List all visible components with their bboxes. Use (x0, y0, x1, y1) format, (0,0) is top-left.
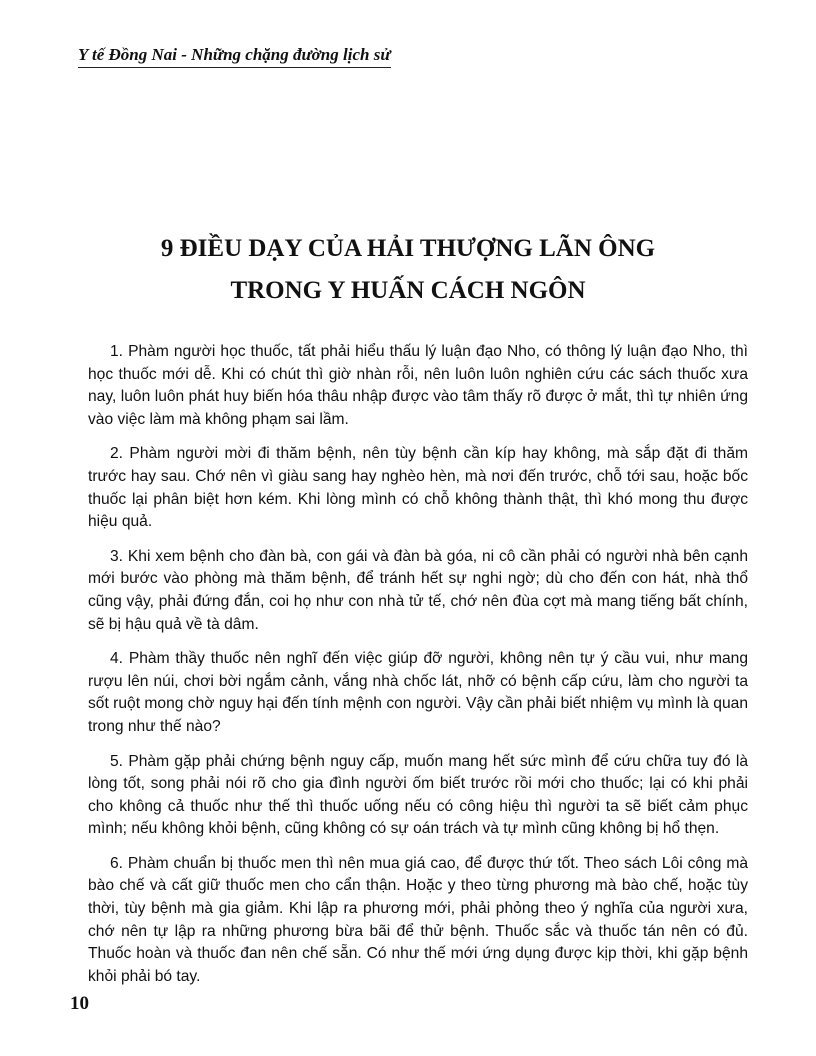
paragraph-5: 5. Phàm gặp phải chứng bệnh nguy cấp, muốn mang hết sức mình để cứu chữa tuy đó là lòng tốt, song phải nói rõ cho gia đình người ốm biết trước rồi mới cho thuốc; lại có khi phải cho không cả thuốc như thế thì thuốc uống nếu có công hiệu thì người ta sẽ biết cảm phục mình; nếu không khỏi bệnh, cũng không có sự oán trách và tự mình cũng không bị hổ thẹn. (88, 752, 748, 838)
paragraph-2: 2. Phàm người mời đi thăm bệnh, nên tùy bệnh cần kíp hay không, mà sắp đặt đi thăm trước hay sau. Chớ nên vì giàu sang hay nghèo hèn, mà nơi đến trước, chỗ tới sau, hoặc bốc thuốc lại phân biệt hơn kém. Khi lòng mình có chỗ không thành thật, thì khó mong thu được hiệu quả. (88, 445, 748, 531)
page-number: 10 (70, 993, 89, 1014)
paragraph-6: 6. Phàm chuẩn bị thuốc men thì nên mua giá cao, để được thứ tốt. Theo sách Lôi công mà bào chế và cất giữ thuốc men cho cẩn thận. Hoặc y theo từng phương mà bào chế, hoặc tùy thời, tùy bệnh mà gia giảm. Khi lập ra phương mới, phải phỏng theo ý nghĩa của người xưa, chớ nên tự lập ra những phương bừa bãi để thử bệnh. Thuốc sắc và thuốc tán nên có đủ. Thuốc hoàn và thuốc đan nên chế sẵn. Có như thế mới ứng dụng được kịp thời, khi gặp bệnh khỏi phải bó tay. (88, 854, 748, 985)
paragraph-1: 1. Phàm người học thuốc, tất phải hiểu thấu lý luận đạo Nho, có thông lý luận đạo Nho, thì học thuốc mới dễ. Khi có chút thì giờ nhàn rỗi, nên luôn luôn nghiên cứu các sách thuốc xưa nay, luôn luôn phát huy biến hóa thâu nhập được vào tâm thấy rõ được ở mắt, thì tự nhiên ứng vào việc làm mà không phạm sai lầm. (88, 343, 748, 428)
running-header: Y tế Đồng Nai - Những chặng đường lịch sử (78, 44, 391, 68)
chapter-title-line-1: 9 ĐIỀU DẠY CỦA HẢI THƯỢNG LÃN ÔNG (160, 235, 656, 262)
paragraph-3: 3. Khi xem bệnh cho đàn bà, con gái và đàn bà góa, ni cô cần phải có người nhà bên cạnh mới bước vào phòng mà thăm bệnh, để tránh hết sự nghi ngờ; dù cho đến con hát, nhà thổ cũng vậy, phải đứng đắn, coi họ như con nhà tử tế, chớ nên đùa cợt mà mang tiếng bất chính, sẽ bị hậu quả về tà dâm. (88, 547, 748, 633)
body-text (88, 341, 748, 1000)
chapter-title (60, 228, 756, 312)
chapter-title-line-2: TRONG Y HUẤN CÁCH NGÔN (230, 277, 586, 304)
paragraph-4: 4. Phàm thầy thuốc nên nghĩ đến việc giúp đỡ người, không nên tự ý cầu vui, như mang rượu lên núi, chơi bời ngắm cảnh, vắng nhà chốc lát, nhỡ có bệnh cấp cứu, làm cho người ta sốt ruột mong chờ nguy hại đến tính mệnh con người. Vậy cần phải biết nhiệm vụ mình là quan trong như thế nào? (88, 650, 748, 735)
